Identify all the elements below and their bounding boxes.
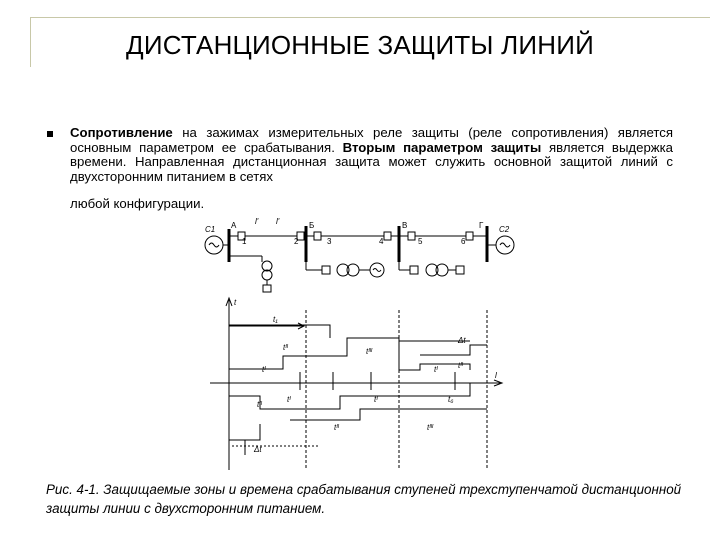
stage-upper-3: tᴵᴵᴵ <box>366 347 373 356</box>
label-bus-g: Г <box>479 221 484 230</box>
label-prot-1: 1 <box>242 237 247 246</box>
stage-upper-1: t₁ <box>273 315 278 324</box>
label-bus-a: А <box>231 221 237 230</box>
label-c1: С1 <box>205 225 216 234</box>
label-prot-2: 2 <box>294 237 299 246</box>
label-prot-6: 6 <box>461 237 466 246</box>
stage-upper-6: tᴵᴵ <box>458 361 463 370</box>
stage-upper-2: tᴵᴵ <box>283 343 288 352</box>
stage-upper-4: tᴵ <box>262 365 266 374</box>
stage-lower-6: t₆ <box>448 395 454 404</box>
slide-title: ДИСТАНЦИОННЫЕ ЗАЩИТЫ ЛИНИЙ <box>126 30 594 60</box>
stage-lower-4: tᴵᴵ <box>334 423 339 432</box>
term-second-parameter: Вторым параметром защиты <box>342 139 542 155</box>
label-bus-v: В <box>402 221 408 230</box>
label-prot-3: 3 <box>327 237 332 246</box>
label-prot-5: 5 <box>418 237 423 246</box>
stage-upper-5: tᴵ <box>434 365 438 374</box>
stage-lower-2: tᴵ <box>287 395 291 404</box>
label-zone-2: l' <box>276 217 280 226</box>
label-delta-t-upper: Δt <box>458 336 466 345</box>
stage-lower-5: tᴵᴵᴵ <box>427 423 434 432</box>
label-c2: С2 <box>499 225 510 234</box>
stage-lower-3: tᴵ <box>374 395 378 404</box>
label-axis-l: l <box>495 371 497 380</box>
stage-lower-1: tᴵᴵ <box>257 400 262 409</box>
label-bus-b: Б <box>309 221 315 230</box>
label-axis-t: t <box>234 298 237 307</box>
label-delta-t-lower: Δt <box>254 445 262 454</box>
label-prot-4: 4 <box>379 237 384 246</box>
paragraph-tail: любой конфигурации. <box>70 196 205 211</box>
figure-caption: Рис. 4-1. Защищаемые зоны и времена срабатывания ступеней трехступенчатой дистанционной защиты линии с двухсторонним питанием. <box>46 482 682 516</box>
paragraph-text-2: является выдержка времени. Направленная дистанционная защита может служить основной защитой линий с двухсторонним питанием в сетях <box>70 139 673 184</box>
term-resistance: Сопротивление <box>70 125 173 140</box>
paragraph-text-1: на зажимах измерительных реле защиты (реле сопротивления) является основным параметром ее срабатывания. <box>70 125 673 155</box>
label-zone-1: l' <box>255 217 259 226</box>
